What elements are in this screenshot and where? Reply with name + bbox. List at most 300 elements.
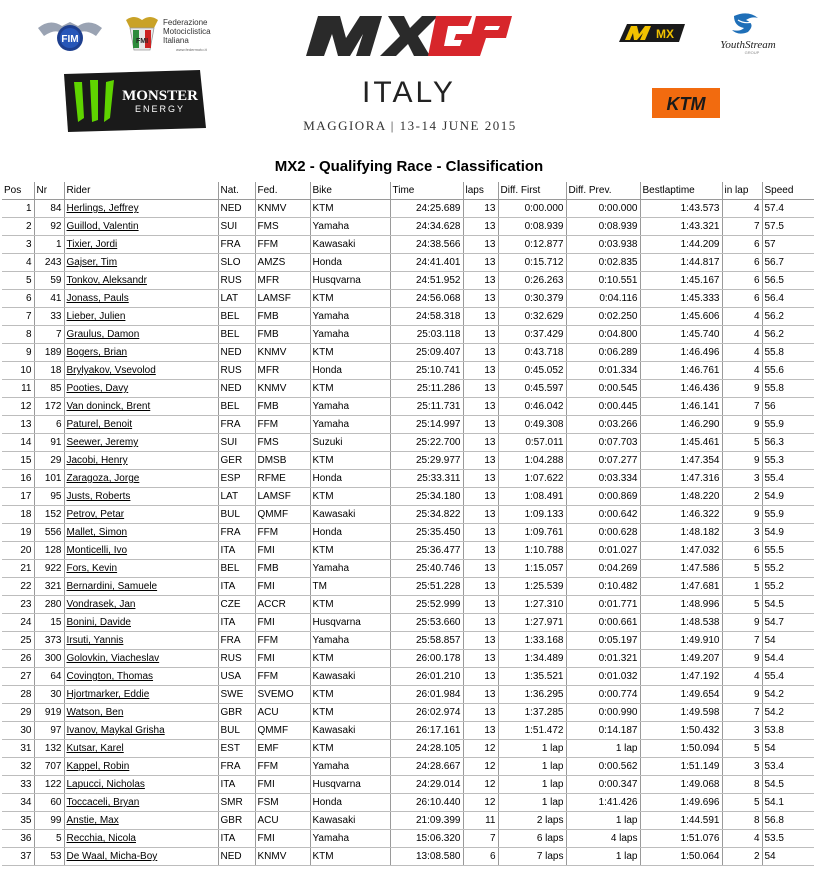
table-row bbox=[2, 218, 814, 236]
cell-diff-first: 0:57.011 bbox=[498, 434, 566, 452]
cell-rider[interactable]: Watson, Ben bbox=[64, 704, 218, 722]
cell-rider[interactable]: Toccaceli, Bryan bbox=[64, 794, 218, 812]
cell-laps: 13 bbox=[463, 452, 498, 470]
table-row bbox=[2, 254, 814, 272]
cell-speed: 56.2 bbox=[762, 308, 814, 326]
cell-diff-prev: 0:00.869 bbox=[566, 488, 640, 506]
cell-speed: 56.8 bbox=[762, 812, 814, 830]
cell-fed: FFM bbox=[255, 236, 310, 254]
cell-diff-prev: 0:00.990 bbox=[566, 704, 640, 722]
cell-fed: FFM bbox=[255, 758, 310, 776]
cell-nr: 1 bbox=[34, 236, 64, 254]
cell-rider[interactable]: Anstie, Max bbox=[64, 812, 218, 830]
cell-diff-first: 1:07.622 bbox=[498, 470, 566, 488]
cell-laps: 13 bbox=[463, 326, 498, 344]
cell-rider[interactable]: Van doninck, Brent bbox=[64, 398, 218, 416]
cell-diff-prev: 0:00.661 bbox=[566, 614, 640, 632]
table-row bbox=[2, 434, 814, 452]
cell-nat: SUI bbox=[218, 434, 255, 452]
cell-rider[interactable]: Tonkov, Aleksandr bbox=[64, 272, 218, 290]
cell-pos: 26 bbox=[2, 650, 34, 668]
cell-fed: FMB bbox=[255, 560, 310, 578]
cell-time: 25:22.700 bbox=[390, 434, 463, 452]
cell-diff-first: 1:34.489 bbox=[498, 650, 566, 668]
cell-in-lap: 5 bbox=[722, 740, 762, 758]
cell-nat: BEL bbox=[218, 326, 255, 344]
cell-fed: FMI bbox=[255, 650, 310, 668]
cell-nat: CZE bbox=[218, 596, 255, 614]
cell-bestlaptime: 1:46.436 bbox=[640, 380, 722, 398]
table-row bbox=[2, 308, 814, 326]
cell-in-lap: 9 bbox=[722, 650, 762, 668]
cell-nr: 97 bbox=[34, 722, 64, 740]
table-row bbox=[2, 812, 814, 830]
cell-nr: 15 bbox=[34, 614, 64, 632]
cell-bestlaptime: 1:47.032 bbox=[640, 542, 722, 560]
cell-pos: 31 bbox=[2, 740, 34, 758]
cell-nat: BUL bbox=[218, 722, 255, 740]
cell-diff-first: 1:15.057 bbox=[498, 560, 566, 578]
cell-bestlaptime: 1:51.076 bbox=[640, 830, 722, 848]
cell-bestlaptime: 1:43.321 bbox=[640, 218, 722, 236]
cell-bestlaptime: 1:46.322 bbox=[640, 506, 722, 524]
cell-diff-prev: 0:00.347 bbox=[566, 776, 640, 794]
cell-laps: 13 bbox=[463, 704, 498, 722]
cell-diff-first: 1:51.472 bbox=[498, 722, 566, 740]
cell-nat: RUS bbox=[218, 650, 255, 668]
cell-in-lap: 4 bbox=[722, 344, 762, 362]
cell-diff-first: 0:49.308 bbox=[498, 416, 566, 434]
cell-laps: 13 bbox=[463, 560, 498, 578]
cell-laps: 13 bbox=[463, 380, 498, 398]
cell-fed: FSM bbox=[255, 794, 310, 812]
cell-in-lap: 8 bbox=[722, 812, 762, 830]
cell-laps: 13 bbox=[463, 470, 498, 488]
cell-fed: QMMF bbox=[255, 506, 310, 524]
cell-bestlaptime: 1:49.696 bbox=[640, 794, 722, 812]
cell-bestlaptime: 1:49.910 bbox=[640, 632, 722, 650]
cell-time: 15:06.320 bbox=[390, 830, 463, 848]
table-body bbox=[2, 200, 814, 866]
cell-time: 24:58.318 bbox=[390, 308, 463, 326]
cell-fed: LAMSF bbox=[255, 488, 310, 506]
cell-rider[interactable]: Pooties, Davy bbox=[64, 380, 218, 398]
cell-rider[interactable]: Monticelli, Ivo bbox=[64, 542, 218, 560]
cell-diff-prev: 0:14.187 bbox=[566, 722, 640, 740]
cell-time: 25:53.660 bbox=[390, 614, 463, 632]
cell-bike: Kawasaki bbox=[310, 812, 390, 830]
cell-rider[interactable]: Seewer, Jeremy bbox=[64, 434, 218, 452]
cell-diff-first: 0:12.877 bbox=[498, 236, 566, 254]
cell-nr: 101 bbox=[34, 470, 64, 488]
cell-bestlaptime: 1:44.209 bbox=[640, 236, 722, 254]
cell-diff-prev: 1 lap bbox=[566, 848, 640, 866]
table-row bbox=[2, 758, 814, 776]
cell-speed: 55.8 bbox=[762, 344, 814, 362]
table-row bbox=[2, 614, 814, 632]
cell-fed: RFME bbox=[255, 470, 310, 488]
fmi-name bbox=[163, 18, 211, 45]
cell-bike: TM bbox=[310, 578, 390, 596]
cell-laps: 13 bbox=[463, 344, 498, 362]
cell-nat: SUI bbox=[218, 218, 255, 236]
cell-speed: 54.4 bbox=[762, 650, 814, 668]
cell-bike: Yamaha bbox=[310, 308, 390, 326]
cell-rider[interactable]: Kappel, Robin bbox=[64, 758, 218, 776]
cell-rider[interactable]: De Waal, Micha-Boy bbox=[64, 848, 218, 866]
cell-fed: FFM bbox=[255, 668, 310, 686]
cell-time: 13:08.580 bbox=[390, 848, 463, 866]
cell-rider[interactable]: Brylyakov, Vsevolod bbox=[64, 362, 218, 380]
cell-pos: 36 bbox=[2, 830, 34, 848]
table-row bbox=[2, 452, 814, 470]
cell-speed: 56.4 bbox=[762, 290, 814, 308]
svg-text:GROUP: GROUP bbox=[744, 50, 760, 55]
cell-diff-first: 0:37.429 bbox=[498, 326, 566, 344]
cell-in-lap: 2 bbox=[722, 488, 762, 506]
table-row bbox=[2, 200, 814, 218]
cell-time: 24:28.667 bbox=[390, 758, 463, 776]
cell-diff-prev: 0:03.266 bbox=[566, 416, 640, 434]
column-header-in-lap: in lap bbox=[722, 182, 762, 200]
cell-diff-first: 0:08.939 bbox=[498, 218, 566, 236]
cell-diff-prev: 0:01.321 bbox=[566, 650, 640, 668]
cell-laps: 13 bbox=[463, 218, 498, 236]
cell-speed: 54.1 bbox=[762, 794, 814, 812]
cell-rider[interactable]: Bernardini, Samuele bbox=[64, 578, 218, 596]
cell-diff-first: 6 laps bbox=[498, 830, 566, 848]
cell-time: 25:03.118 bbox=[390, 326, 463, 344]
cell-time: 25:58.857 bbox=[390, 632, 463, 650]
cell-diff-prev: 1:41.426 bbox=[566, 794, 640, 812]
cell-rider[interactable]: Lapucci, Nicholas bbox=[64, 776, 218, 794]
svg-text:KTM: KTM bbox=[666, 94, 706, 114]
cell-bestlaptime: 1:50.094 bbox=[640, 740, 722, 758]
cell-rider[interactable]: Tixier, Jordi bbox=[64, 236, 218, 254]
column-header-diff-first: Diff. First bbox=[498, 182, 566, 200]
youthstream-logo bbox=[708, 12, 788, 56]
cell-pos: 23 bbox=[2, 596, 34, 614]
cell-laps: 13 bbox=[463, 434, 498, 452]
cell-laps: 13 bbox=[463, 308, 498, 326]
cell-pos: 7 bbox=[2, 308, 34, 326]
cell-diff-prev: 1 lap bbox=[566, 812, 640, 830]
cell-bike: Yamaha bbox=[310, 416, 390, 434]
cell-pos: 12 bbox=[2, 398, 34, 416]
cell-rider[interactable]: Recchia, Nicola bbox=[64, 830, 218, 848]
cell-time: 25:34.180 bbox=[390, 488, 463, 506]
cell-bestlaptime: 1:51.149 bbox=[640, 758, 722, 776]
cell-fed: MFR bbox=[255, 362, 310, 380]
cell-bike: Yamaha bbox=[310, 326, 390, 344]
cell-laps: 12 bbox=[463, 794, 498, 812]
table-row bbox=[2, 686, 814, 704]
cell-rider[interactable]: Irsuti, Yannis bbox=[64, 632, 218, 650]
cell-time: 24:41.401 bbox=[390, 254, 463, 272]
cell-rider[interactable]: Justs, Roberts bbox=[64, 488, 218, 506]
cell-diff-first: 1:04.288 bbox=[498, 452, 566, 470]
cell-pos: 22 bbox=[2, 578, 34, 596]
cell-diff-prev: 0:00.545 bbox=[566, 380, 640, 398]
cell-pos: 34 bbox=[2, 794, 34, 812]
cell-pos: 13 bbox=[2, 416, 34, 434]
cell-nr: 172 bbox=[34, 398, 64, 416]
table-row bbox=[2, 560, 814, 578]
cell-pos: 21 bbox=[2, 560, 34, 578]
cell-laps: 12 bbox=[463, 740, 498, 758]
cell-pos: 9 bbox=[2, 344, 34, 362]
cell-fed: FMB bbox=[255, 398, 310, 416]
column-header-nat: Nat. bbox=[218, 182, 255, 200]
cell-diff-first: 7 laps bbox=[498, 848, 566, 866]
cell-rider[interactable]: Guillod, Valentin bbox=[64, 218, 218, 236]
cell-nat: GBR bbox=[218, 812, 255, 830]
cell-in-lap: 6 bbox=[722, 254, 762, 272]
cell-bike: Suzuki bbox=[310, 434, 390, 452]
cell-time: 25:14.997 bbox=[390, 416, 463, 434]
cell-nr: 919 bbox=[34, 704, 64, 722]
cell-bike: KTM bbox=[310, 380, 390, 398]
cell-time: 25:11.731 bbox=[390, 398, 463, 416]
cell-fed: DMSB bbox=[255, 452, 310, 470]
cell-bestlaptime: 1:45.333 bbox=[640, 290, 722, 308]
cell-fed: ACU bbox=[255, 812, 310, 830]
column-header-speed: Speed bbox=[762, 182, 814, 200]
cell-time: 24:25.689 bbox=[390, 200, 463, 218]
cell-fed: FMI bbox=[255, 830, 310, 848]
cell-rider[interactable]: Fors, Kevin bbox=[64, 560, 218, 578]
cell-bestlaptime: 1:45.606 bbox=[640, 308, 722, 326]
column-header-time: Time bbox=[390, 182, 463, 200]
cell-nat: NED bbox=[218, 848, 255, 866]
cell-diff-first: 1:36.295 bbox=[498, 686, 566, 704]
cell-rider[interactable]: Bogers, Brian bbox=[64, 344, 218, 362]
page-title: MX2 - Qualifying Race - Classification bbox=[274, 158, 544, 175]
cell-diff-prev: 0:02.250 bbox=[566, 308, 640, 326]
cell-rider[interactable]: Ivanov, Maykal Grisha bbox=[64, 722, 218, 740]
cell-in-lap: 4 bbox=[722, 668, 762, 686]
cell-nat: BUL bbox=[218, 506, 255, 524]
cell-nr: 128 bbox=[34, 542, 64, 560]
table-row bbox=[2, 488, 814, 506]
cell-diff-first: 0:26.263 bbox=[498, 272, 566, 290]
cell-speed: 55.3 bbox=[762, 452, 814, 470]
cell-diff-prev: 0:10.482 bbox=[566, 578, 640, 596]
cell-in-lap: 4 bbox=[722, 326, 762, 344]
cell-rider[interactable]: Covington, Thomas bbox=[64, 668, 218, 686]
cell-pos: 32 bbox=[2, 758, 34, 776]
cell-rider[interactable]: Herlings, Jeffrey bbox=[64, 200, 218, 218]
cell-pos: 17 bbox=[2, 488, 34, 506]
cell-speed: 54.5 bbox=[762, 596, 814, 614]
cell-diff-prev: 0:01.032 bbox=[566, 668, 640, 686]
page-header bbox=[0, 0, 818, 150]
cell-nat: NED bbox=[218, 344, 255, 362]
cell-pos: 33 bbox=[2, 776, 34, 794]
cell-nat: FRA bbox=[218, 758, 255, 776]
cell-nat: SMR bbox=[218, 794, 255, 812]
column-header-rider: Rider bbox=[64, 182, 218, 200]
cell-fed: FMS bbox=[255, 218, 310, 236]
cell-diff-first: 1:33.168 bbox=[498, 632, 566, 650]
cell-rider[interactable]: Mallet, Simon bbox=[64, 524, 218, 542]
cell-diff-first: 0:45.052 bbox=[498, 362, 566, 380]
cell-nr: 922 bbox=[34, 560, 64, 578]
cell-nr: 321 bbox=[34, 578, 64, 596]
cell-diff-prev: 0:05.197 bbox=[566, 632, 640, 650]
cell-laps: 13 bbox=[463, 632, 498, 650]
cell-laps: 13 bbox=[463, 236, 498, 254]
svg-text:FMI: FMI bbox=[135, 38, 149, 45]
svg-text:YouthStream: YouthStream bbox=[720, 39, 776, 51]
cell-bike: Yamaha bbox=[310, 560, 390, 578]
cell-time: 24:34.628 bbox=[390, 218, 463, 236]
cell-pos: 16 bbox=[2, 470, 34, 488]
cell-laps: 13 bbox=[463, 686, 498, 704]
cell-speed: 56.7 bbox=[762, 254, 814, 272]
cell-speed: 55.4 bbox=[762, 470, 814, 488]
cell-bike: Husqvarna bbox=[310, 272, 390, 290]
cell-bike: Kawasaki bbox=[310, 236, 390, 254]
cell-diff-prev: 0:00.000 bbox=[566, 200, 640, 218]
cell-bike: KTM bbox=[310, 596, 390, 614]
cell-time: 25:40.746 bbox=[390, 560, 463, 578]
cell-bike: Yamaha bbox=[310, 218, 390, 236]
cell-rider[interactable]: Jacobi, Henry bbox=[64, 452, 218, 470]
column-header-pos: Pos bbox=[2, 182, 34, 200]
cell-pos: 28 bbox=[2, 686, 34, 704]
cell-pos: 20 bbox=[2, 542, 34, 560]
cell-speed: 57.4 bbox=[762, 200, 814, 218]
table-row bbox=[2, 578, 814, 596]
cell-time: 26:02.974 bbox=[390, 704, 463, 722]
cell-time: 26:01.210 bbox=[390, 668, 463, 686]
cell-diff-prev: 0:01.771 bbox=[566, 596, 640, 614]
cell-laps: 13 bbox=[463, 614, 498, 632]
cell-in-lap: 5 bbox=[722, 560, 762, 578]
cell-in-lap: 4 bbox=[722, 308, 762, 326]
cell-pos: 15 bbox=[2, 452, 34, 470]
svg-text:ENERGY: ENERGY bbox=[134, 104, 186, 114]
cell-bestlaptime: 1:49.068 bbox=[640, 776, 722, 794]
cell-time: 25:36.477 bbox=[390, 542, 463, 560]
cell-bestlaptime: 1:43.573 bbox=[640, 200, 722, 218]
cell-bike: Yamaha bbox=[310, 758, 390, 776]
table-row bbox=[2, 470, 814, 488]
cell-rider[interactable]: Kutsar, Karel bbox=[64, 740, 218, 758]
cell-bestlaptime: 1:45.740 bbox=[640, 326, 722, 344]
cell-pos: 27 bbox=[2, 668, 34, 686]
cell-in-lap: 6 bbox=[722, 290, 762, 308]
cell-nat: USA bbox=[218, 668, 255, 686]
cell-bike: KTM bbox=[310, 686, 390, 704]
cell-fed: FMI bbox=[255, 614, 310, 632]
cell-rider[interactable]: Jonass, Pauls bbox=[64, 290, 218, 308]
cell-diff-prev: 0:02.835 bbox=[566, 254, 640, 272]
cell-in-lap: 9 bbox=[722, 380, 762, 398]
cell-bike: KTM bbox=[310, 542, 390, 560]
cell-rider[interactable]: Paturel, Benoit bbox=[64, 416, 218, 434]
cell-laps: 12 bbox=[463, 758, 498, 776]
cell-bestlaptime: 1:45.167 bbox=[640, 272, 722, 290]
cell-pos: 10 bbox=[2, 362, 34, 380]
cell-bike: Kawasaki bbox=[310, 668, 390, 686]
cell-fed: SVEMO bbox=[255, 686, 310, 704]
cell-nr: 99 bbox=[34, 812, 64, 830]
cell-nat: RUS bbox=[218, 272, 255, 290]
cell-diff-first: 1:08.491 bbox=[498, 488, 566, 506]
cell-in-lap: 6 bbox=[722, 542, 762, 560]
cell-diff-prev: 1 lap bbox=[566, 740, 640, 758]
table-row bbox=[2, 632, 814, 650]
cell-rider[interactable]: Bonini, Davide bbox=[64, 614, 218, 632]
cell-pos: 3 bbox=[2, 236, 34, 254]
cell-speed: 55.9 bbox=[762, 416, 814, 434]
cell-nat: BEL bbox=[218, 398, 255, 416]
cell-rider[interactable]: Lieber, Julien bbox=[64, 308, 218, 326]
cell-time: 24:51.952 bbox=[390, 272, 463, 290]
cell-diff-first: 1:09.133 bbox=[498, 506, 566, 524]
cell-laps: 13 bbox=[463, 254, 498, 272]
cell-rider[interactable]: Graulus, Damon bbox=[64, 326, 218, 344]
cell-bike: KTM bbox=[310, 344, 390, 362]
cell-pos: 11 bbox=[2, 380, 34, 398]
cell-pos: 37 bbox=[2, 848, 34, 866]
cell-rider[interactable]: Petrov, Petar bbox=[64, 506, 218, 524]
cell-bestlaptime: 1:47.192 bbox=[640, 668, 722, 686]
cell-nat: ESP bbox=[218, 470, 255, 488]
cell-bestlaptime: 1:47.586 bbox=[640, 560, 722, 578]
cell-speed: 53.8 bbox=[762, 722, 814, 740]
cell-speed: 54.9 bbox=[762, 488, 814, 506]
cell-nr: 53 bbox=[34, 848, 64, 866]
cell-fed: FMI bbox=[255, 578, 310, 596]
cell-bestlaptime: 1:46.141 bbox=[640, 398, 722, 416]
table-row bbox=[2, 362, 814, 380]
cell-diff-prev: 4 laps bbox=[566, 830, 640, 848]
cell-speed: 55.8 bbox=[762, 380, 814, 398]
cell-rider[interactable]: Golovkin, Viacheslav bbox=[64, 650, 218, 668]
cell-nat: EST bbox=[218, 740, 255, 758]
column-header-nr: Nr bbox=[34, 182, 64, 200]
cell-speed: 54.9 bbox=[762, 524, 814, 542]
cell-bike: Husqvarna bbox=[310, 776, 390, 794]
cell-laps: 13 bbox=[463, 722, 498, 740]
cell-speed: 54.2 bbox=[762, 686, 814, 704]
cell-in-lap: 6 bbox=[722, 236, 762, 254]
cell-rider[interactable]: Vondrasek, Jan bbox=[64, 596, 218, 614]
cell-bestlaptime: 1:44.817 bbox=[640, 254, 722, 272]
cell-nat: NED bbox=[218, 200, 255, 218]
cell-diff-first: 1:09.761 bbox=[498, 524, 566, 542]
cell-rider[interactable]: Zaragoza, Jorge bbox=[64, 470, 218, 488]
cell-rider[interactable]: Gajser, Tim bbox=[64, 254, 218, 272]
table-row bbox=[2, 344, 814, 362]
cell-time: 25:34.822 bbox=[390, 506, 463, 524]
table-row bbox=[2, 650, 814, 668]
cell-rider[interactable]: Hjortmarker, Eddie bbox=[64, 686, 218, 704]
cell-pos: 5 bbox=[2, 272, 34, 290]
cell-diff-first: 1 lap bbox=[498, 740, 566, 758]
cell-diff-first: 0:43.718 bbox=[498, 344, 566, 362]
cell-pos: 2 bbox=[2, 218, 34, 236]
cell-bestlaptime: 1:49.654 bbox=[640, 686, 722, 704]
cell-diff-first: 1:27.310 bbox=[498, 596, 566, 614]
cell-fed: QMMF bbox=[255, 722, 310, 740]
fmi-name-line: Federazione bbox=[163, 18, 208, 27]
cell-bestlaptime: 1:48.996 bbox=[640, 596, 722, 614]
cell-pos: 8 bbox=[2, 326, 34, 344]
